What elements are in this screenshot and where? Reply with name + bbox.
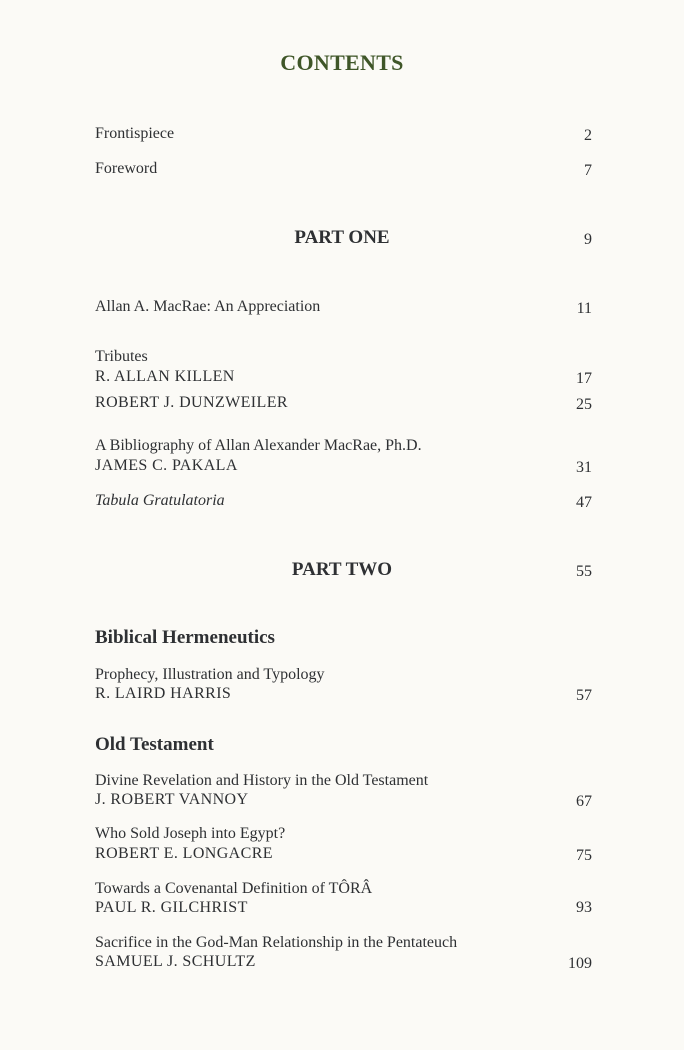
- part-one-heading: PART ONE: [294, 227, 390, 248]
- toc-entry-author: R. LAIRD HARRIS: [95, 685, 232, 702]
- toc-entry-tribute-page: 25: [576, 396, 592, 413]
- toc-entry-author: PAUL R. GILCHRIST: [95, 899, 248, 916]
- toc-entry-tabula-label: Tabula Gratulatoria: [95, 492, 225, 509]
- toc-entry-page: 109: [568, 955, 592, 972]
- toc-entry-label: Sacrifice in the God-Man Relationship in the Pentateuch: [95, 934, 458, 951]
- toc-entry-page: 75: [576, 847, 592, 864]
- toc-entry-tribute-page: 17: [576, 370, 592, 387]
- toc-entry-label: Who Sold Joseph into Egypt?: [95, 825, 286, 842]
- toc-entry-label: Towards a Covenantal Definition of TÔRÂ: [95, 880, 373, 897]
- toc-entry-tabula-page: 47: [576, 494, 592, 511]
- page-title: CONTENTS: [280, 50, 404, 75]
- toc-entry-tributes-label: Tributes: [95, 348, 148, 365]
- part-two-heading: PART TWO: [291, 559, 393, 580]
- toc-entry-tribute-author: R. ALLAN KILLEN: [95, 368, 235, 385]
- toc-entry-author: ROBERT E. LONGACRE: [95, 845, 273, 862]
- toc-entry-foreword-page: 7: [584, 162, 592, 179]
- toc-entry-label: Prophecy, Illustration and Typology: [95, 666, 325, 683]
- toc-entry-frontispiece-label: Frontispiece: [95, 125, 175, 142]
- toc-entry-page: 67: [576, 793, 592, 810]
- toc-entry-bibliography-page: 31: [576, 459, 592, 476]
- toc-entry-bibliography-label: A Bibliography of Allan Alexander MacRae, Ph.D.: [95, 437, 422, 454]
- toc-entry-foreword-label: Foreword: [95, 160, 158, 177]
- toc-entry-appreciation-page: 11: [576, 300, 592, 317]
- section-heading-old-testament: Old Testament: [95, 734, 214, 755]
- toc-entry-bibliography-author: JAMES C. PAKALA: [95, 457, 238, 474]
- part-one-page: 9: [584, 231, 592, 248]
- toc-entry-page: 57: [576, 687, 592, 704]
- part-two-page: 55: [576, 563, 592, 580]
- toc-entry-page: 93: [576, 899, 592, 916]
- toc-entry-author: J. ROBERT VANNOY: [95, 791, 249, 808]
- toc-entry-author: SAMUEL J. SCHULTZ: [95, 953, 256, 970]
- toc-entry-frontispiece-page: 2: [584, 127, 592, 144]
- section-heading-biblical-hermeneutics: Biblical Hermeneutics: [95, 627, 275, 648]
- toc-entry-appreciation-label: Allan A. MacRae: An Appreciation: [95, 298, 321, 315]
- toc-entry-label: Divine Revelation and History in the Old Testament: [95, 772, 429, 789]
- toc-entry-tribute-author: ROBERT J. DUNZWEILER: [95, 394, 288, 411]
